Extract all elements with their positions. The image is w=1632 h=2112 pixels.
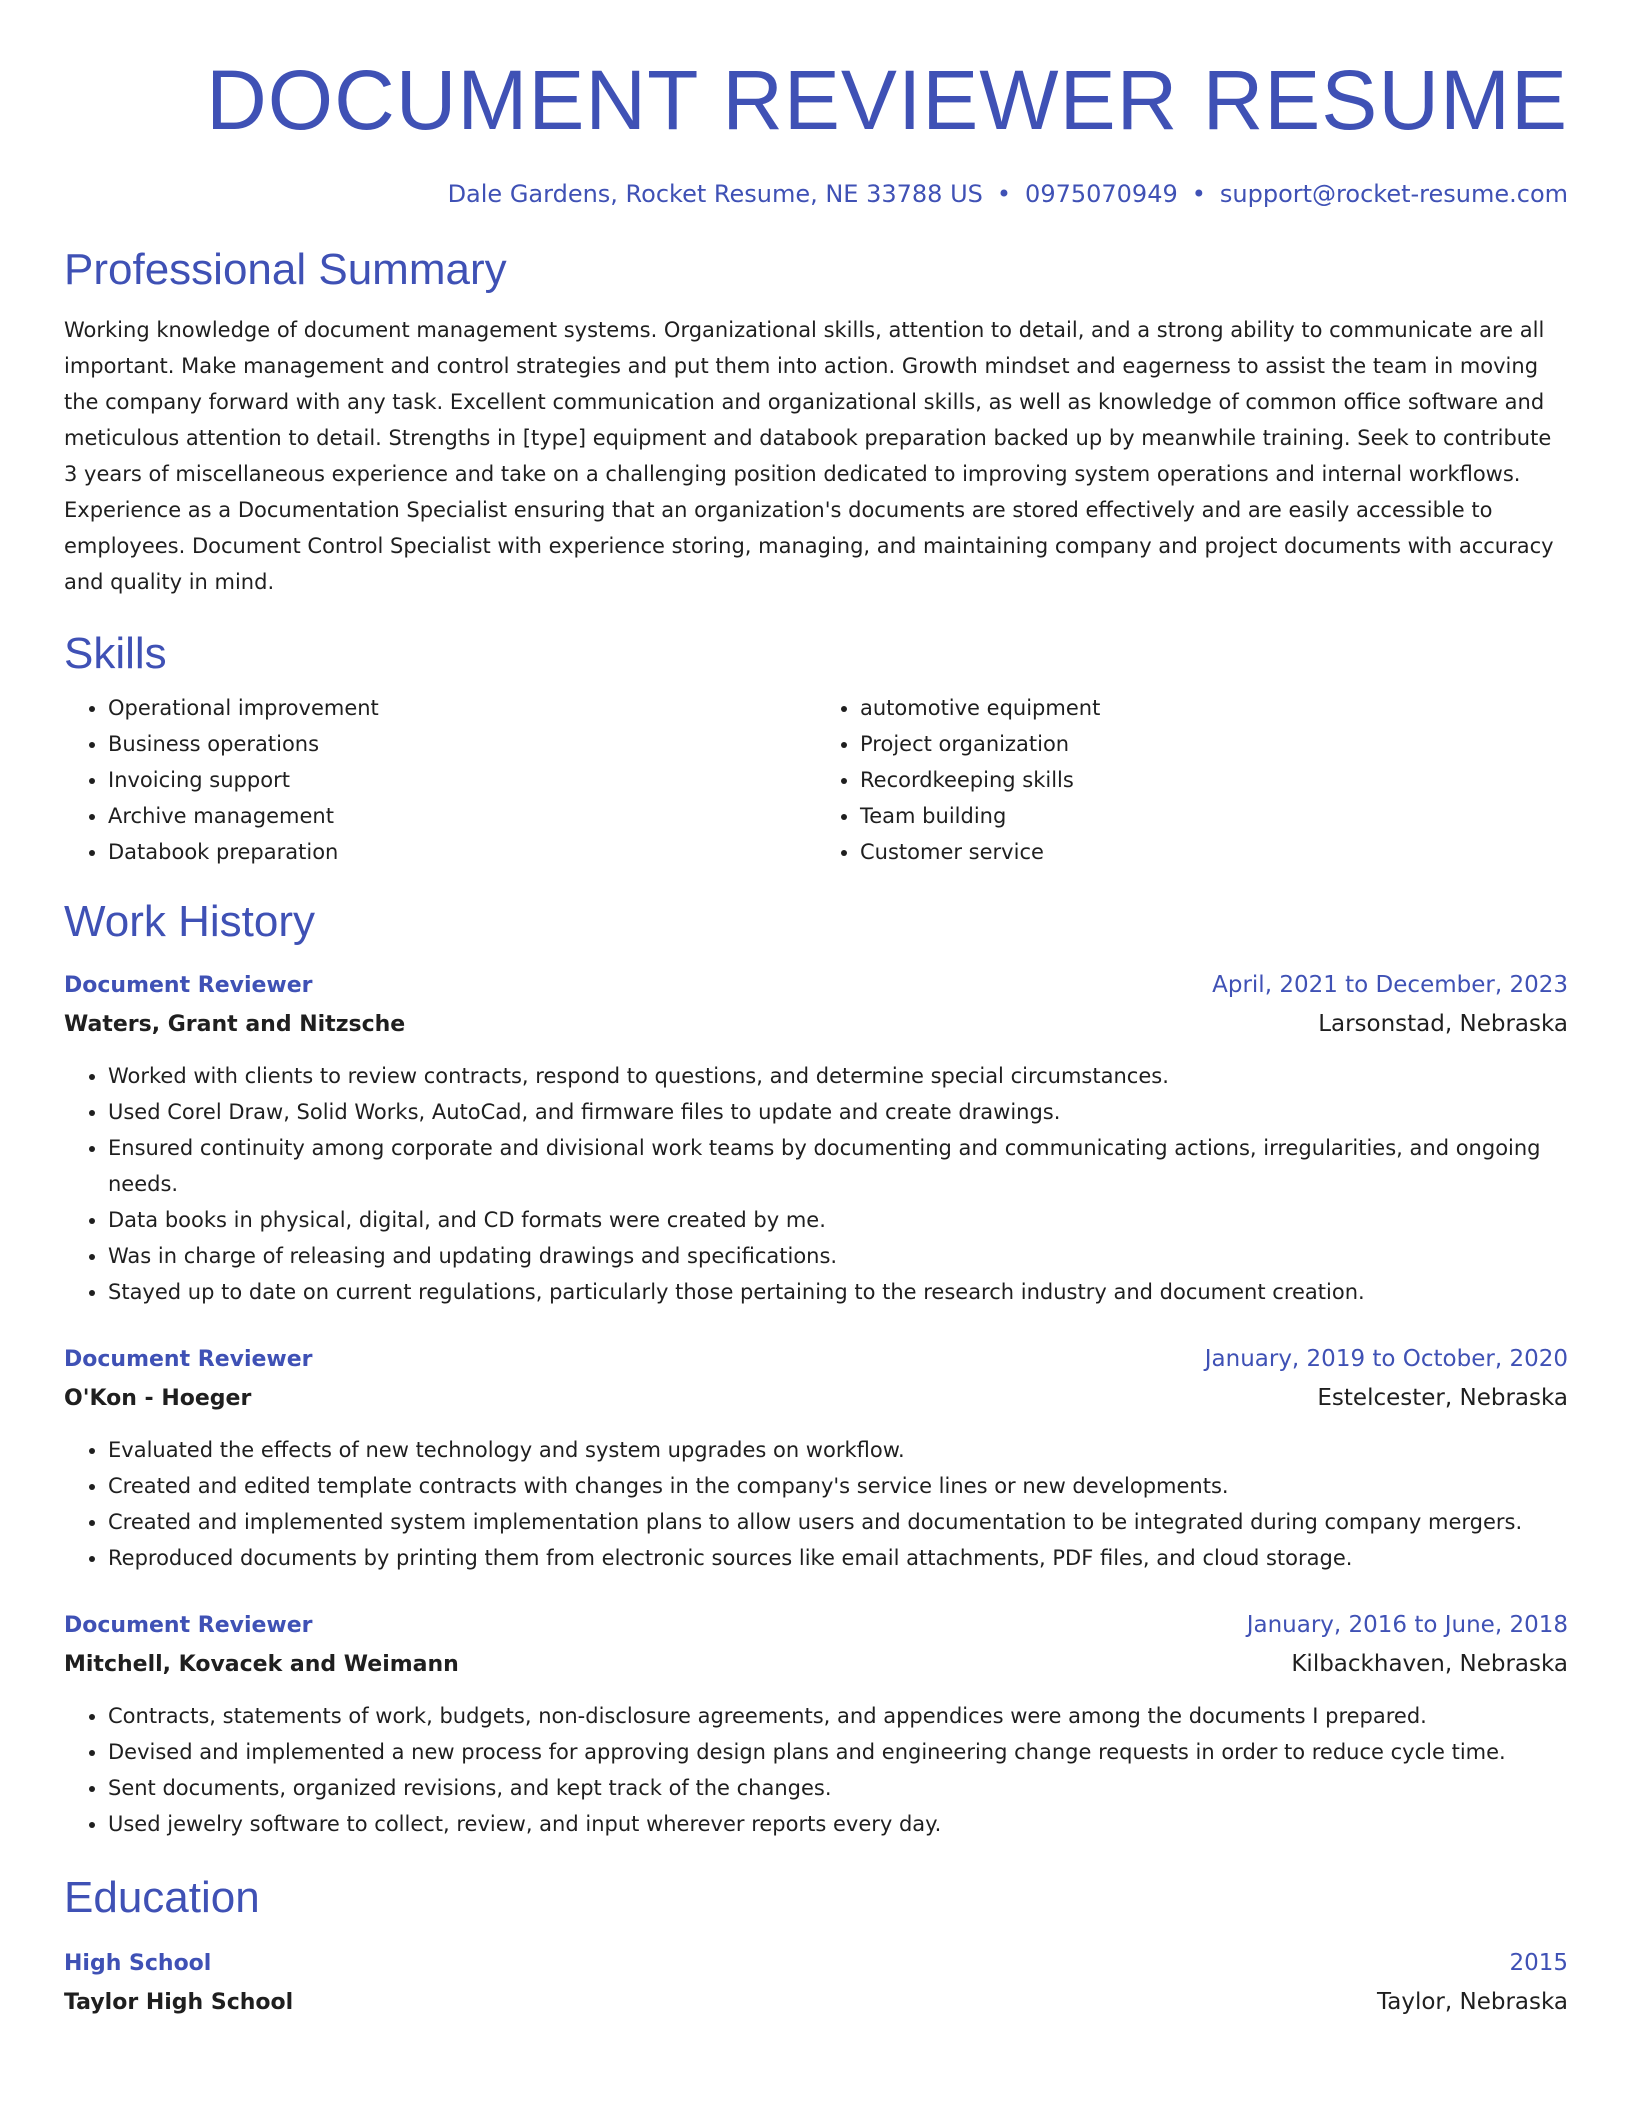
job-title: Document Reviewer xyxy=(64,1613,313,1638)
page-title: DOCUMENT REVIEWER RESUME xyxy=(206,53,1568,147)
job-bullet: • Used Corel Draw, Solid Works, AutoCad, and firmware files to update and create drawings. xyxy=(108,1094,1568,1130)
job-bullet: • Stayed up to date on current regulations, particularly those pertaining to the research industry and document creation. xyxy=(108,1274,1568,1310)
education-year: 2015 xyxy=(1509,1950,1568,1976)
education-degree-row xyxy=(64,1944,1568,1983)
skill-item: • Databook preparation xyxy=(108,834,816,870)
contact-phone: 0975070949 xyxy=(1025,180,1178,208)
education-entry xyxy=(64,1944,1568,2022)
job-company: Mitchell, Kovacek and Weimann xyxy=(64,1652,459,1677)
skills-columns xyxy=(64,690,1568,870)
summary-text: Working knowledge of document management systems. Organizational skills, attention to detail, and a strong ability to communicate are all important. Make management and control strategies and put them into action. Growth mindset and eagerness to assist the team in moving the company forward with any task. Excellent communication and organizational skills, as well as knowledge of common office software and meticulous attention to detail. Strengths in [type] equipment and databook preparation backed up by meanwhile training. Seek to contribute 3 years of miscellaneous experience and take on a challenging position dedicated to improving system operations and internal workflows. Experience as a Documentation Specialist ensuring that an organization's documents are stored effectively and are easily accessible to employees. Document Control Specialist with experience storing, managing, and maintaining company and project documents with accuracy and quality in mind. xyxy=(64,318,1554,594)
job-company: O'Kon - Hoeger xyxy=(64,1386,252,1411)
skill-item: • Recordkeeping skills xyxy=(860,762,1568,798)
skill-item: • Customer service xyxy=(860,834,1568,870)
education-school: Taylor High School xyxy=(64,1990,294,2015)
job-bullet: • Used jewelry software to collect, review, and input wherever reports every day. xyxy=(108,1806,1568,1842)
resume-header xyxy=(64,0,1568,210)
job-title-row xyxy=(64,1606,1568,1645)
job-title: Document Reviewer xyxy=(64,1347,313,1372)
skill-item: • Invoicing support xyxy=(108,762,816,798)
job-bullet: • Worked with clients to review contracts, respond to questions, and determine special circumstances. xyxy=(108,1058,1568,1094)
job-bullets xyxy=(64,1698,1568,1842)
job-company-row xyxy=(64,1645,1568,1684)
education-location: Taylor, Nebraska xyxy=(1377,1989,1568,2015)
job-bullet: • Evaluated the effects of new technology and system upgrades on workflow. xyxy=(108,1432,1568,1468)
section-heading-work: Work History xyxy=(64,897,315,946)
skills-section xyxy=(64,628,1568,870)
job-company-row xyxy=(64,1379,1568,1418)
job-company-row xyxy=(64,1005,1568,1044)
job-bullet: • Contracts, statements of work, budgets, non-disclosure agreements, and appendices were among the documents I prepared. xyxy=(108,1698,1568,1734)
section-heading-education: Education xyxy=(64,1873,260,1922)
job-dates: January, 2019 to October, 2020 xyxy=(1204,1346,1568,1372)
contact-address: Dale Gardens, Rocket Resume, NE 33788 US xyxy=(447,180,983,208)
skills-list-left xyxy=(64,690,816,870)
skill-item: • Operational improvement xyxy=(108,690,816,726)
job-bullet: • Created and implemented system implementation plans to allow users and documentation to be integrated during company mergers. xyxy=(108,1504,1568,1540)
section-heading-skills: Skills xyxy=(64,629,167,678)
job-bullet: • Sent documents, organized revisions, and kept track of the changes. xyxy=(108,1770,1568,1806)
job-bullet: • Created and edited template contracts with changes in the company's service lines or new developments. xyxy=(108,1468,1568,1504)
job-location: Kilbackhaven, Nebraska xyxy=(1291,1651,1568,1677)
job-bullet: • Devised and implemented a new process for approving design plans and engineering change requests in order to reduce cycle time. xyxy=(108,1734,1568,1770)
job-bullet: • Ensured continuity among corporate and divisional work teams by documenting and communicating actions, irregularities, and ongoing needs. xyxy=(108,1130,1568,1202)
skills-list-right xyxy=(816,690,1568,870)
job-entry xyxy=(64,1606,1568,1842)
education-section xyxy=(64,1872,1568,2022)
job-title-row xyxy=(64,966,1568,1005)
job-company: Waters, Grant and Nitzsche xyxy=(64,1012,406,1037)
contact-separator: • xyxy=(996,180,1012,208)
job-location: Larsonstad, Nebraska xyxy=(1318,1011,1568,1037)
section-heading-summary: Professional Summary xyxy=(64,245,507,294)
job-bullet: • Data books in physical, digital, and CD formats were created by me. xyxy=(108,1202,1568,1238)
job-entry xyxy=(64,1340,1568,1576)
job-dates: January, 2016 to June, 2018 xyxy=(1246,1612,1568,1638)
job-location: Estelcester, Nebraska xyxy=(1317,1385,1568,1411)
skill-item: • Business operations xyxy=(108,726,816,762)
job-title-row xyxy=(64,1340,1568,1379)
job-bullets xyxy=(64,1432,1568,1576)
job-bullet: • Reproduced documents by printing them from electronic sources like email attachments, PDF files, and cloud storage. xyxy=(108,1540,1568,1576)
job-bullet: • Was in charge of releasing and updating drawings and specifications. xyxy=(108,1238,1568,1274)
professional-summary-section xyxy=(64,244,1568,600)
job-title: Document Reviewer xyxy=(64,973,313,998)
contact-separator: • xyxy=(1191,180,1206,208)
skill-item: • Team building xyxy=(860,798,1568,834)
job-dates: April, 2021 to December, 2023 xyxy=(1212,972,1568,998)
skill-item: • Project organization xyxy=(860,726,1568,762)
education-degree: High School xyxy=(64,1951,212,1976)
work-history-section xyxy=(64,896,1568,1842)
job-entry xyxy=(64,966,1568,1310)
education-school-row xyxy=(64,1983,1568,2022)
job-bullets xyxy=(64,1058,1568,1310)
skill-item: • Archive management xyxy=(108,798,816,834)
contact-email: support@rocket-resume.com xyxy=(1219,180,1568,208)
skill-item: • automotive equipment xyxy=(860,690,1568,726)
contact-line xyxy=(64,178,1568,210)
